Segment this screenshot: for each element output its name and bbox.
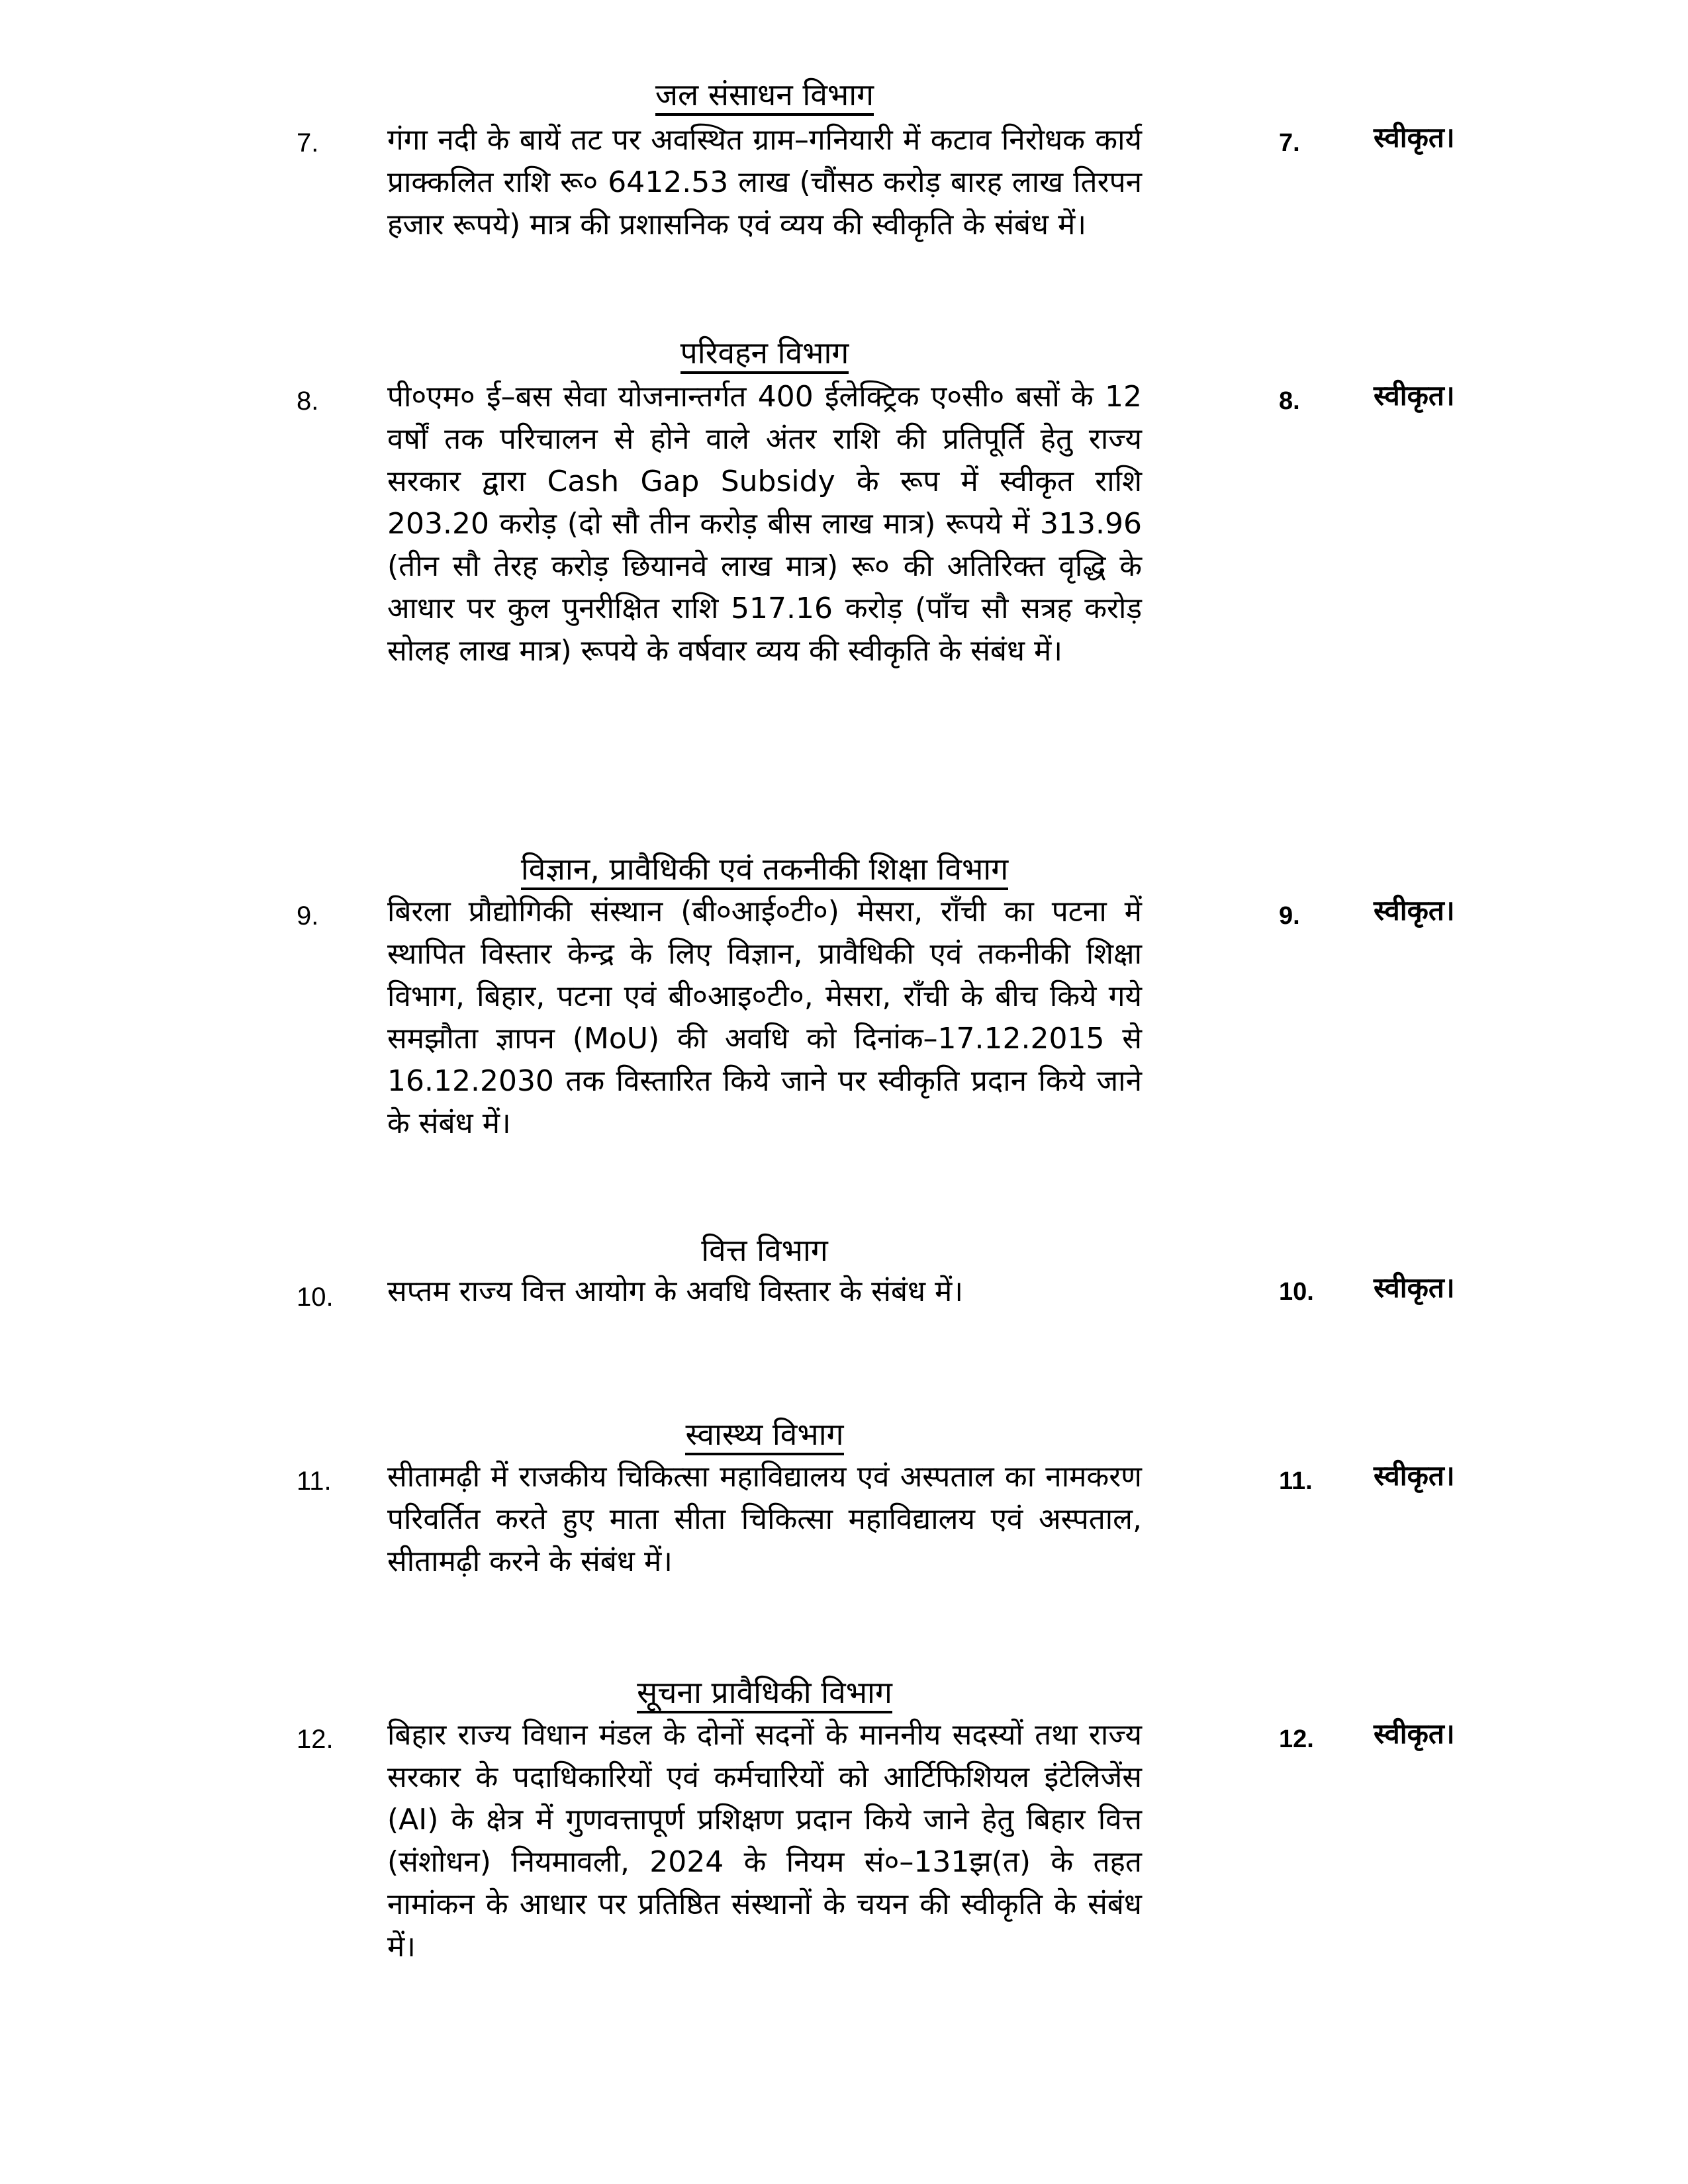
item-text: सीतामढ़ी में राजकीय चिकित्सा महाविद्यालय एवं अस्पताल का नामकरण परिवर्तित करते हुए माता सीता चिकित्सा महाविद्यालय एवं अस्पताल, सीतामढ़ी करने के संबंध में। [387,1460,1142,1578]
status-label: स्वीकृत। [1374,1717,1455,1750]
status-number: 9. [1279,902,1300,930]
status-label: स्वीकृत। [1374,379,1455,412]
item-text: गंगा नदी के बायें तट पर अवस्थित ग्राम–गनियारी में कटाव निरोधक कार्य प्राक्कलित राशि रू० 6412.53 लाख (चौंसठ करोड़ बारह लाख तिरपन हजार रूपये) मात्र की प्रशासनिक एवं व्यय की स्वीकृति के संबंध में। [387,123,1142,242]
item-text: बिरला प्रौद्योगिकी संस्थान (बी०आई०टी०) मेसरा, राँची का पटना में स्थापित विस्तार केन्द्र के लिए विज्ञान, प्रावैधिकी एवं तकनीकी शिक्षा विभाग, बिहार, पटना एवं बी०आइ०टी०, मेसरा, राँची के बीच किये गये समझौता ज्ञापन (MoU) की अवधि को दिनांक–17.12.2015 से 16.12.2030 तक विस्तारित किये जाने पर स्वीकृति प्रदान किये जाने के संबंध में। [387,895,1142,1140]
item-number: 7. [297,128,319,158]
department-heading: स्वास्थ्य विभाग [387,1414,1142,1455]
status-number: 7. [1279,129,1300,157]
department-heading: परिवहन विभाग [387,332,1142,373]
item-number: 8. [297,387,319,416]
status-number: 11. [1279,1467,1313,1495]
item-text: बिहार राज्य विधान मंडल के दोनों सदनों के माननीय सदस्यों तथा राज्य सरकार के पदाधिकारियों एवं कर्मचारियों को आर्टिफिशियल इंटेलिजेंस (AI) के क्षेत्र में गुणवत्तापूर्ण प्रशिक्षण प्रदान किये जाने हेतु बिहार वित्त (संशोधन) नियमावली, 2024 के नियम सं०–131झ(त) के तहत नामांकन के आधार पर प्रतिष्ठित संस्थानों के चयन की स्वीकृति के संबंध में। [387,1718,1142,1964]
item-number: 12. [297,1725,334,1754]
item-number: 9. [297,901,319,931]
status-label: स्वीकृत। [1374,121,1455,154]
status-number: 8. [1279,387,1300,415]
status-number: 10. [1279,1278,1314,1306]
item-text: पी०एम० ई–बस सेवा योजनान्तर्गत 400 ईलेक्ट्रिक ए०सी० बसों के 12 वर्षों तक परिचालन से होने वाले अंतर राशि की प्रतिपूर्ति हेतु राज्य सरकार द्वारा Cash Gap Subsidy के रूप में स्वीकृत राशि 203.20 करोड़ (दो सौ तीन करोड़ बीस लाख मात्र) रूपये में 313.96 (तीन सौ तेरह करोड़ छियानवे लाख मात्र) रू० की अतिरिक्त वृद्धि के आधार पर कुल पुनरीक्षित राशि 517.16 करोड़ (पाँच सौ सत्रह करोड़ सोलह लाख मात्र) रूपये के वर्षवार व्यय की स्वीकृति के संबंध में। [387,380,1142,668]
status-number: 12. [1279,1725,1314,1753]
item-number: 11. [297,1467,332,1496]
status-label: स्वीकृत। [1374,1271,1455,1304]
item-number: 10. [297,1283,334,1312]
status-label: स्वीकृत। [1374,1459,1455,1492]
status-label: स्वीकृत। [1374,894,1455,927]
item-text: सप्तम राज्य वित्त आयोग के अवधि विस्तार के संबंध में। [387,1275,964,1308]
department-heading: विज्ञान, प्रावैधिकी एवं तकनीकी शिक्षा विभाग [387,848,1142,889]
department-heading: सूचना प्रावैधिकी विभाग [387,1672,1142,1713]
department-heading: वित्त विभाग [701,1232,828,1268]
department-heading: जल संसाधन विभाग [387,74,1142,115]
